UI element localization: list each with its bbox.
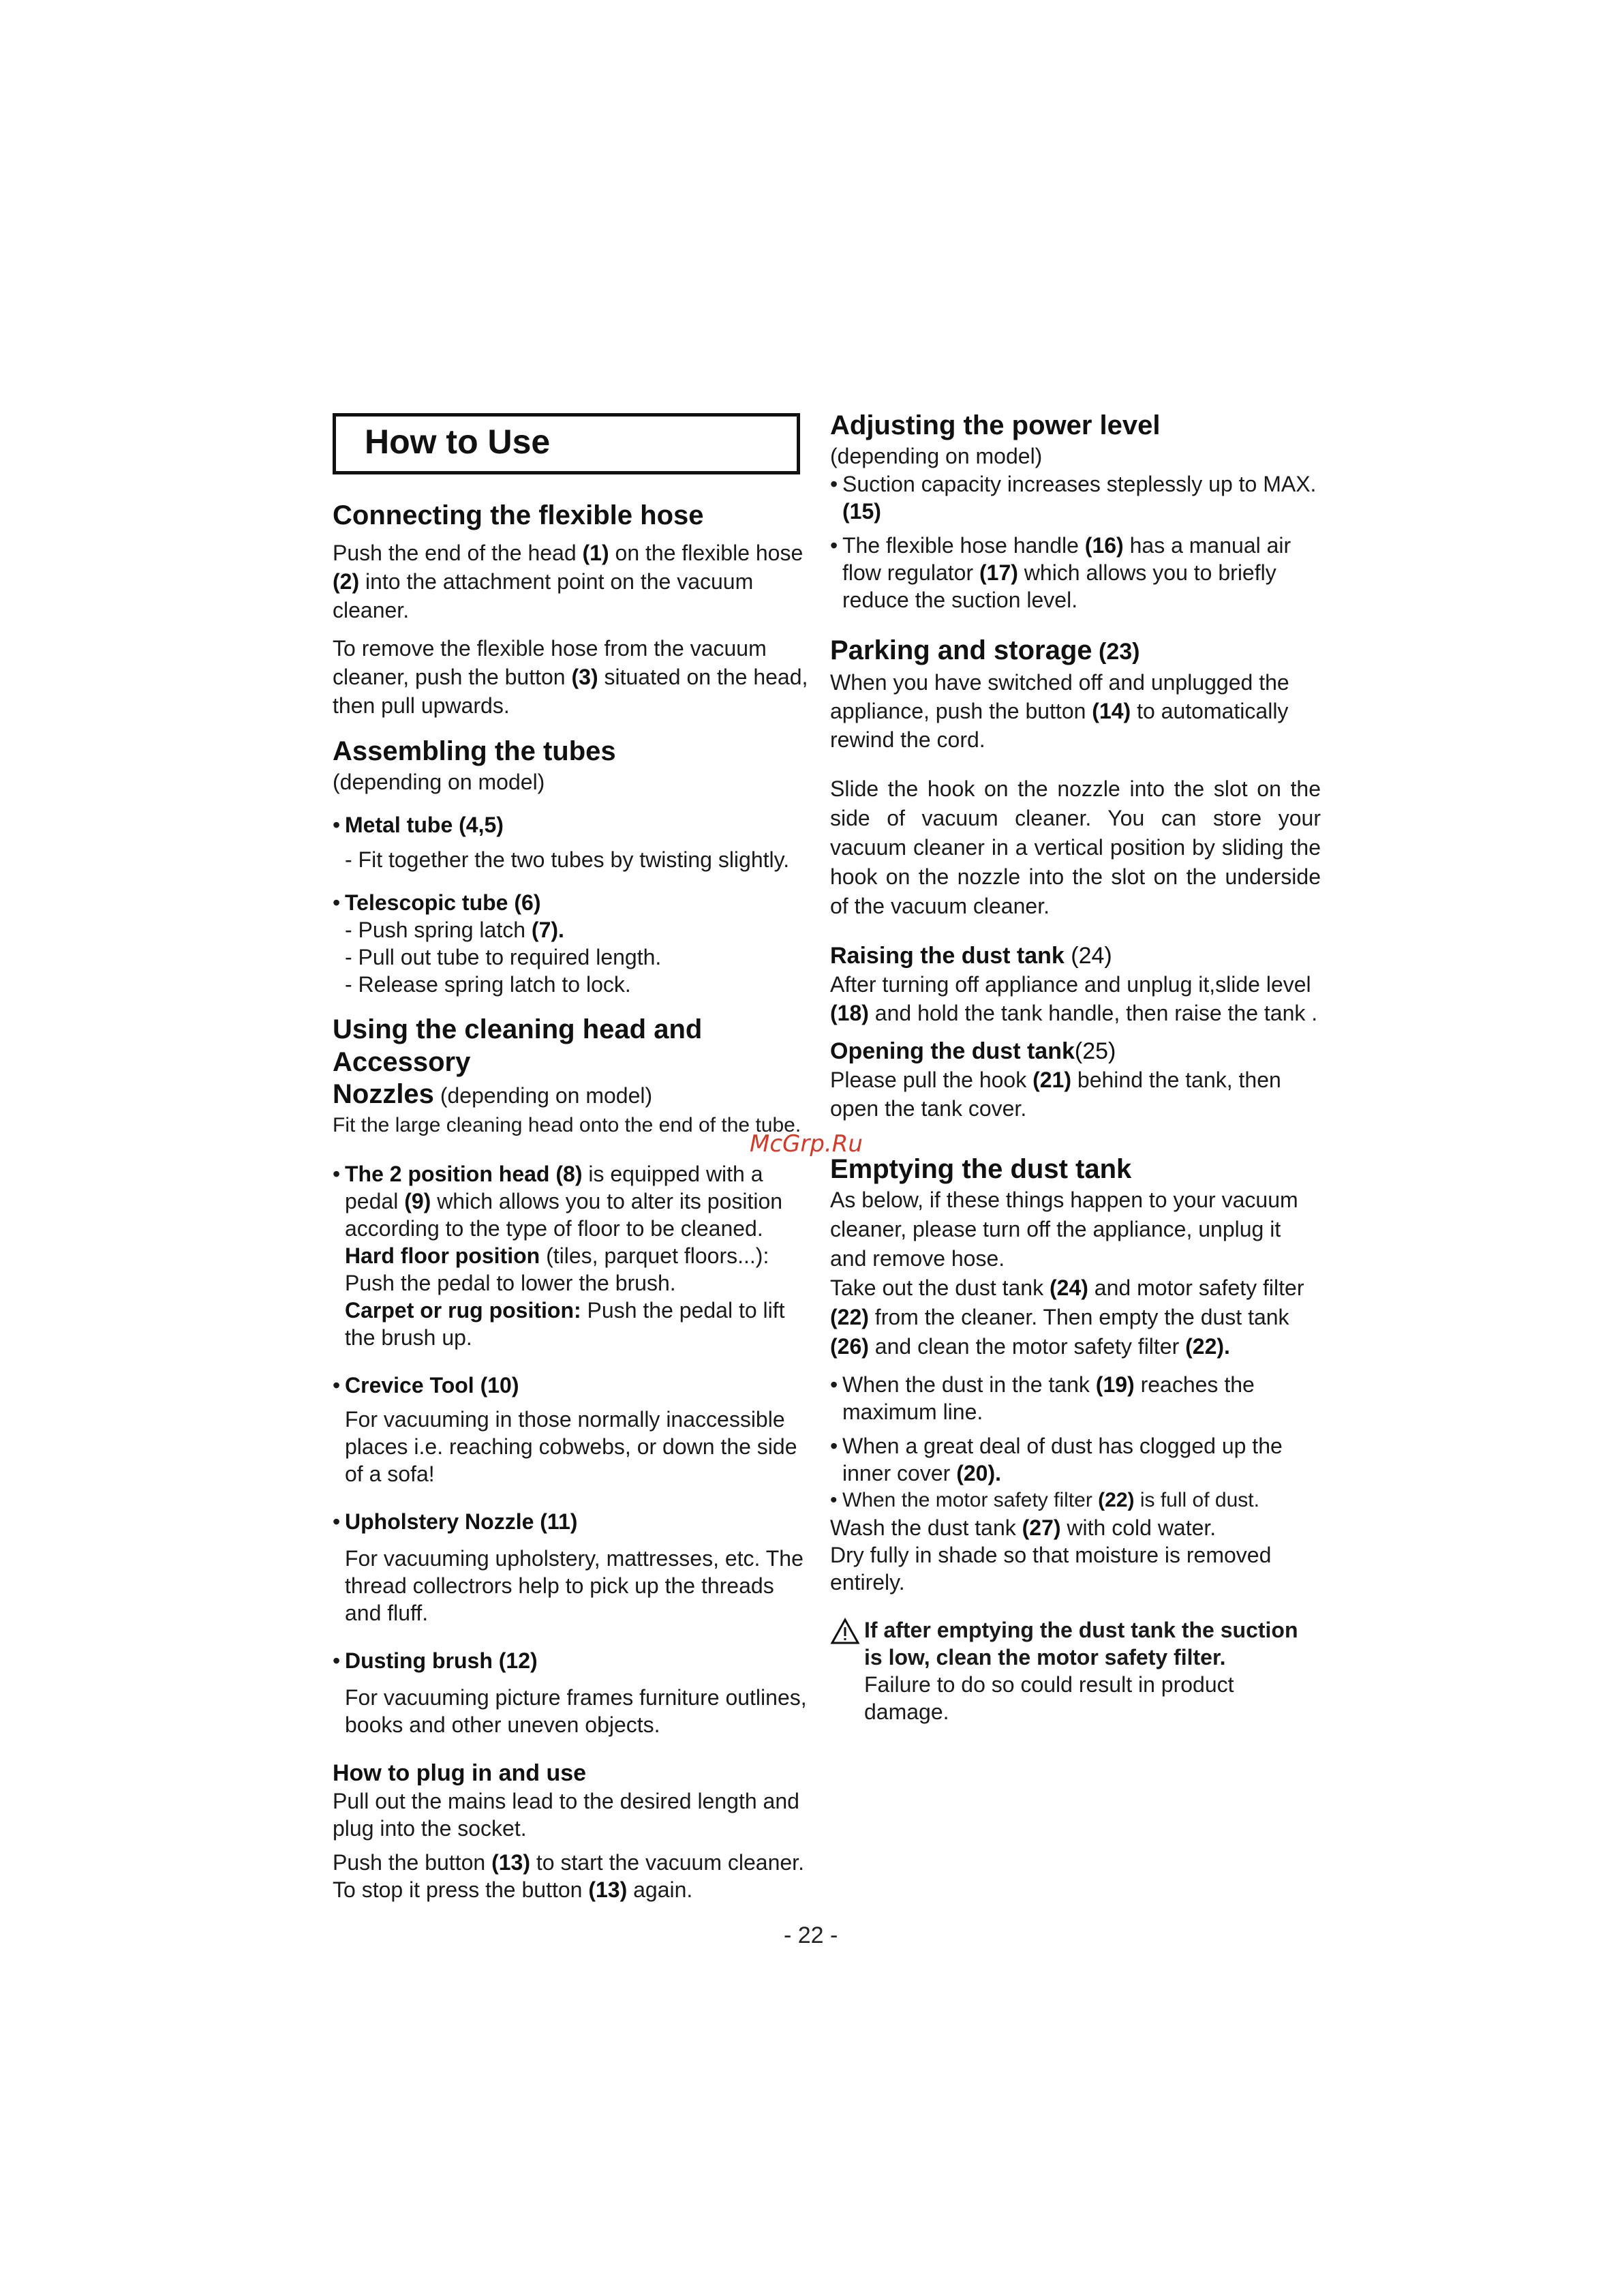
- watermark-text: McGrp.Ru: [750, 1130, 863, 1158]
- warning-note: [830, 1616, 1321, 1725]
- plug-para-1: Pull out the mains lead to the desired length and plug into the socket.: [333, 1789, 799, 1841]
- power-bullet-1: • Suction capacity increases steplessly up to MAX.(15): [830, 472, 1317, 524]
- dusting-brush-item: • Dusting brush (12): [333, 1648, 538, 1673]
- warning-text: Failure to do so could result in product damage.: [864, 1672, 1234, 1724]
- raising-para: After turning off appliance and unplug it,slide level (18) and hold the tank handle, then raise the tank .: [830, 972, 1318, 1025]
- wash-text: Wash the dust tank (27) with cold water.: [830, 1515, 1216, 1540]
- plug-para-2: Push the button (13) to start the vacuum cleaner.: [333, 1850, 804, 1875]
- emptying-bullet-3: • When the motor safety filter (22) is full of dust.: [830, 1489, 1259, 1511]
- heading-assembling: Assembling the tubes: [333, 736, 616, 766]
- warning-bold-text: If after emptying the dust tank the suction is low, clean the motor safety filter.: [864, 1618, 1298, 1670]
- upholstery-nozzle-text: For vacuuming upholstery, mattresses, etc. The thread collectrors help to pick up the threads and fluff.: [345, 1546, 804, 1625]
- telescopic-step-2: - Pull out tube to required length.: [345, 945, 662, 969]
- hard-floor-text: Hard floor position (tiles, parquet floors...): Push the pedal to lower the brush.: [345, 1243, 769, 1295]
- emptying-para-1: As below, if these things happen to your vacuum cleaner, please turn off the appliance, unplug it and remove hose.: [830, 1188, 1298, 1271]
- power-subtitle: (depending on model): [830, 444, 1043, 468]
- carpet-text: Carpet or rug position: Push the pedal to lift the brush up.: [345, 1298, 785, 1350]
- position-head-item: • The 2 position head (8) is equipped with a pedal (9) which allows you to alter its position according to the type of floor to be cleaned.: [333, 1162, 783, 1241]
- upholstery-nozzle-item: • Upholstery Nozzle (11): [333, 1509, 578, 1534]
- metal-tube-step: - Fit together the two tubes by twisting slightly.: [345, 847, 790, 872]
- heading-raising: Raising the dust tank (24): [830, 943, 1112, 969]
- page-number: - 22 -: [784, 1922, 838, 1948]
- connect-para-1: Push the end of the head (1) on the flexible hose (2) into the attachment point on the vacuum cleaner.: [333, 541, 804, 622]
- opening-para: Please pull the hook (21) behind the tank, then open the tank cover.: [830, 1068, 1281, 1121]
- parking-para-2: Slide the hook on the nozzle into the slot on the side of vacuum cleaner. You can store your vacuum cleaner in a vertical position by sliding the hook on the nozzle into the slot on the underside of the vacuum cleaner.: [830, 776, 1321, 918]
- dry-text: Dry fully in shade so that moisture is removed entirely.: [830, 1543, 1272, 1595]
- telescopic-step-3: - Release spring latch to lock.: [345, 972, 631, 997]
- heading-emptying: Emptying the dust tank: [830, 1154, 1132, 1184]
- emptying-bullet-1: • When the dust in the tank (19) reaches the maximum line.: [830, 1372, 1255, 1424]
- parking-para-1: When you have switched off and unplugged the appliance, push the button (14) to automatically rewind the cord.: [830, 670, 1289, 752]
- connect-para-2: To remove the flexible hose from the vacuum cleaner, push the button (3) situated on the head, then pull upwards.: [333, 636, 808, 718]
- telescopic-tube-item: • Telescopic tube (6): [333, 890, 541, 915]
- fit-head-text: Fit the large cleaning head onto the end of the tube.: [333, 1114, 801, 1136]
- left-column: [333, 409, 810, 1903]
- heading-nozzles-line-2: Nozzles (depending on model): [333, 1079, 653, 1109]
- dusting-brush-text: For vacuuming picture frames furniture outlines, books and other uneven objects.: [345, 1685, 807, 1737]
- power-bullet-2: • The flexible hose handle (16) has a manual air flow regulator (17) which allows you to briefly reduce the suction level.: [830, 533, 1291, 612]
- section-title: How to Use: [365, 423, 551, 461]
- heading-power: Adjusting the power level: [830, 410, 1161, 440]
- heading-connecting: Connecting the flexible hose: [333, 500, 704, 530]
- heading-nozzles: Using the cleaning head and Accessory: [333, 1014, 703, 1077]
- heading-parking: Parking and storage (23): [830, 635, 1140, 665]
- plug-para-3: To stop it press the button (13) again.: [333, 1877, 693, 1902]
- right-column: [830, 409, 1321, 1725]
- crevice-tool-item: • Crevice Tool (10): [333, 1373, 519, 1398]
- crevice-tool-text: For vacuuming in those normally inaccessible places i.e. reaching cobwebs, or down the side of a sofa!: [345, 1407, 797, 1486]
- metal-tube-item: • Metal tube (4,5): [333, 813, 504, 837]
- heading-plug: How to plug in and use: [333, 1760, 587, 1786]
- assembling-subtitle: (depending on model): [333, 770, 545, 794]
- warning-triangle-icon: [830, 1616, 864, 1725]
- emptying-bullet-2: • When a great deal of dust has clogged up the inner cover (20).: [830, 1434, 1283, 1485]
- heading-opening: Opening the dust tank(25): [830, 1038, 1116, 1064]
- emptying-para-2: Take out the dust tank (24) and motor safety filter (22) from the cleaner. Then empty the dust tank (26) and clean the motor safety filter (22).: [830, 1275, 1304, 1359]
- telescopic-step-1: - Push spring latch (7).: [345, 918, 564, 942]
